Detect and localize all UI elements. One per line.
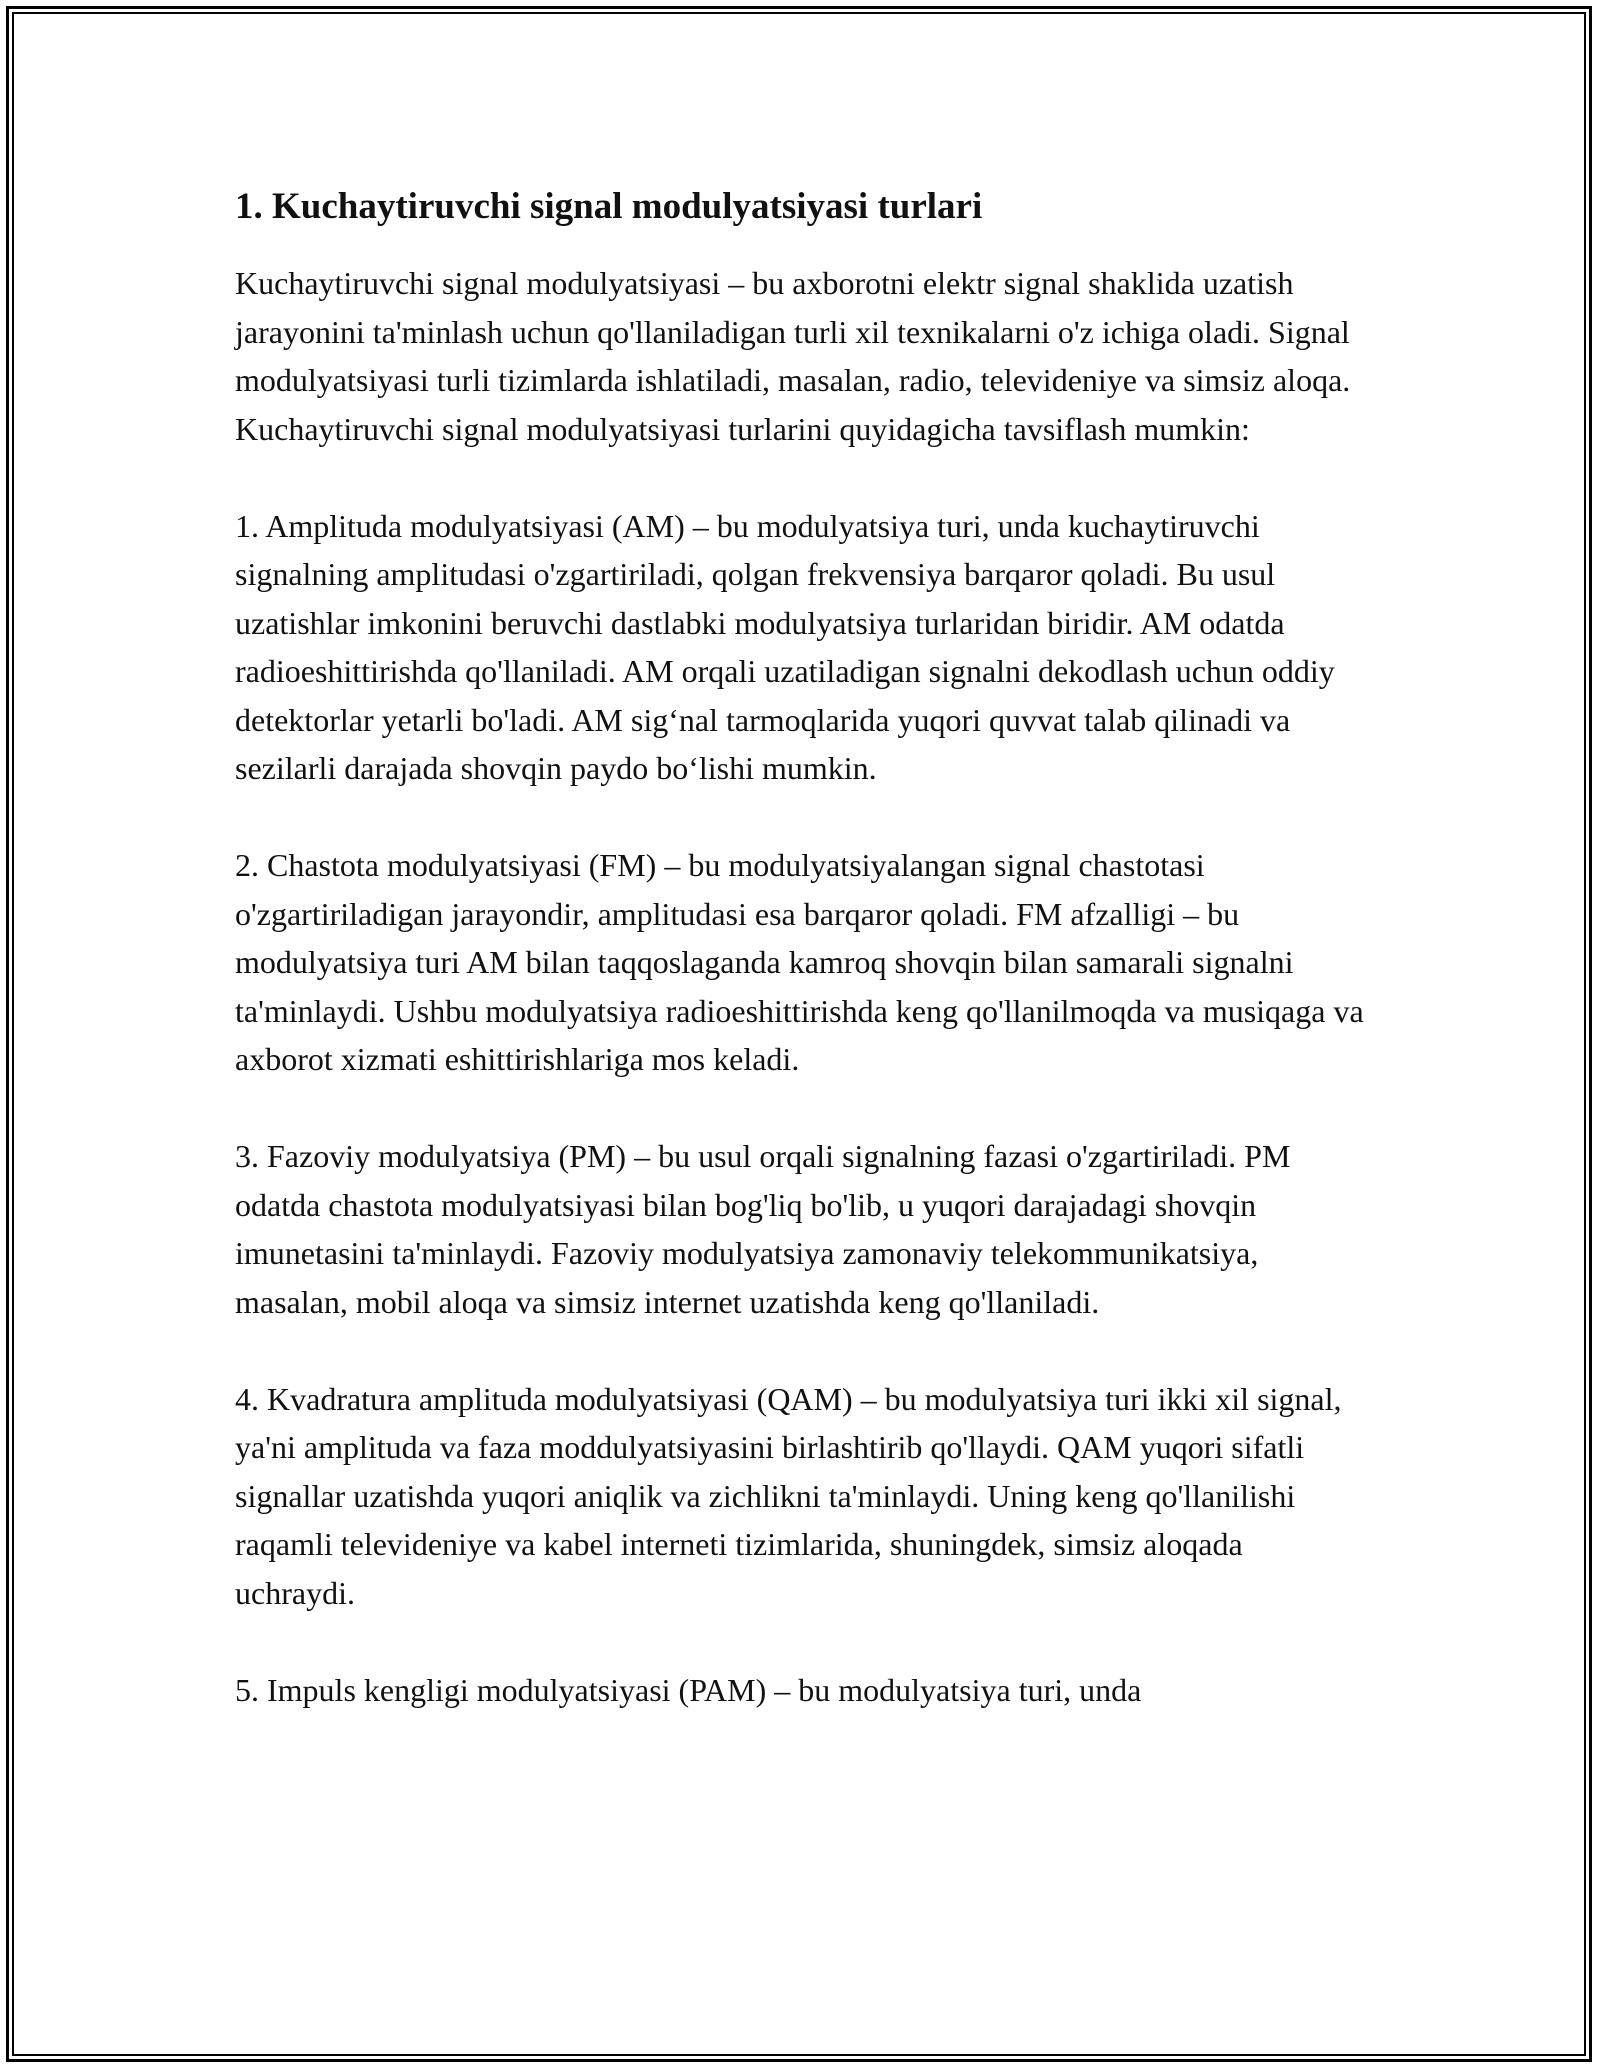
- intro-paragraph: Kuchaytiruvchi signal modulyatsiyasi – bu axborotni elektr signal shaklida uzatish jarayonini ta'minlash uchun qo'llaniladigan turli xil texnikalarni o'z ichiga oladi. Signal modulyatsiyasi turli tizimlarda ishlatiladi, masalan, radio, televideniye va simsiz aloqa. Kuchaytiruvchi signal modulyatsiyasi turlarini quyidagicha tavsiflash mumkin:: [235, 265, 1351, 447]
- qam-paragraph: 4. Kvadratura amplituda modulyatsiyasi (QAM) – bu modulyatsiya turi ikki xil signal, ya'ni amplituda va faza moddulyatsiyasini birlashtirib qo'llaydi. QAM yuqori sifatli signallar uzatishda yuqori aniqlik va zichlikni ta'minlaydi. Uning keng qo'llanilishi raqamli televideniye va kabel interneti tizimlarida, shuningdek, simsiz aloqada uchraydi.: [235, 1380, 1342, 1611]
- am-paragraph: 1. Amplituda modulyatsiyasi (AM) – bu modulyatsiya turi, unda kuchaytiruvchi signalning amplitudasi o'zgartiriladi, qolgan frekvensiya barqaror qoladi. Bu usul uzatishlar imkonini beruvchi dastlabki modulyatsiya turlaridan biridir. AM odatda radioeshittirishda qo'llaniladi. AM orqali uzatiladigan signalni dekodlash uchun oddiy detektorlar yetarli bo'ladi. AM sig‘nal tarmoqlarida yuqori quvvat talab qilinadi va sezilarli darajada shovqin paydo bo‘lishi mumkin.: [235, 507, 1335, 787]
- pm-paragraph: 3. Fazoviy modulyatsiya (PM) – bu usul orqali signalning fazasi o'zgartiriladi. PM odatda chastota modulyatsiyasi bilan bog'liq bo'lib, u yuqori darajadagi shovqin imunetasini ta'minlaydi. Fazoviy modulyatsiya zamonaviy telekommunikatsiya, masalan, mobil aloqa va simsiz internet uzatishda keng qo'llaniladi.: [235, 1138, 1291, 1320]
- document-body: [235, 185, 1365, 1763]
- document-title: 1. Kuchaytiruvchi signal modulyatsiyasi turlari: [235, 186, 983, 227]
- pam-paragraph: 5. Impuls kengligi modulyatsiyasi (PAM) – bu modulyatsiya turi, unda: [235, 1671, 1142, 1708]
- fm-paragraph: 2. Chastota modulyatsiyasi (FM) – bu modulyatsiyalangan signal chastotasi o'zgartiriladigan jarayondir, amplitudasi esa barqaror qoladi. FM afzalligi – bu modulyatsiya turi AM bilan taqqoslaganda kamroq shovqin bilan samarali signalni ta'minlaydi. Ushbu modulyatsiya radioeshittirishda keng qo'llanilmoqda va musiqaga va axborot xizmati eshittirishlariga mos keladi.: [235, 847, 1364, 1078]
